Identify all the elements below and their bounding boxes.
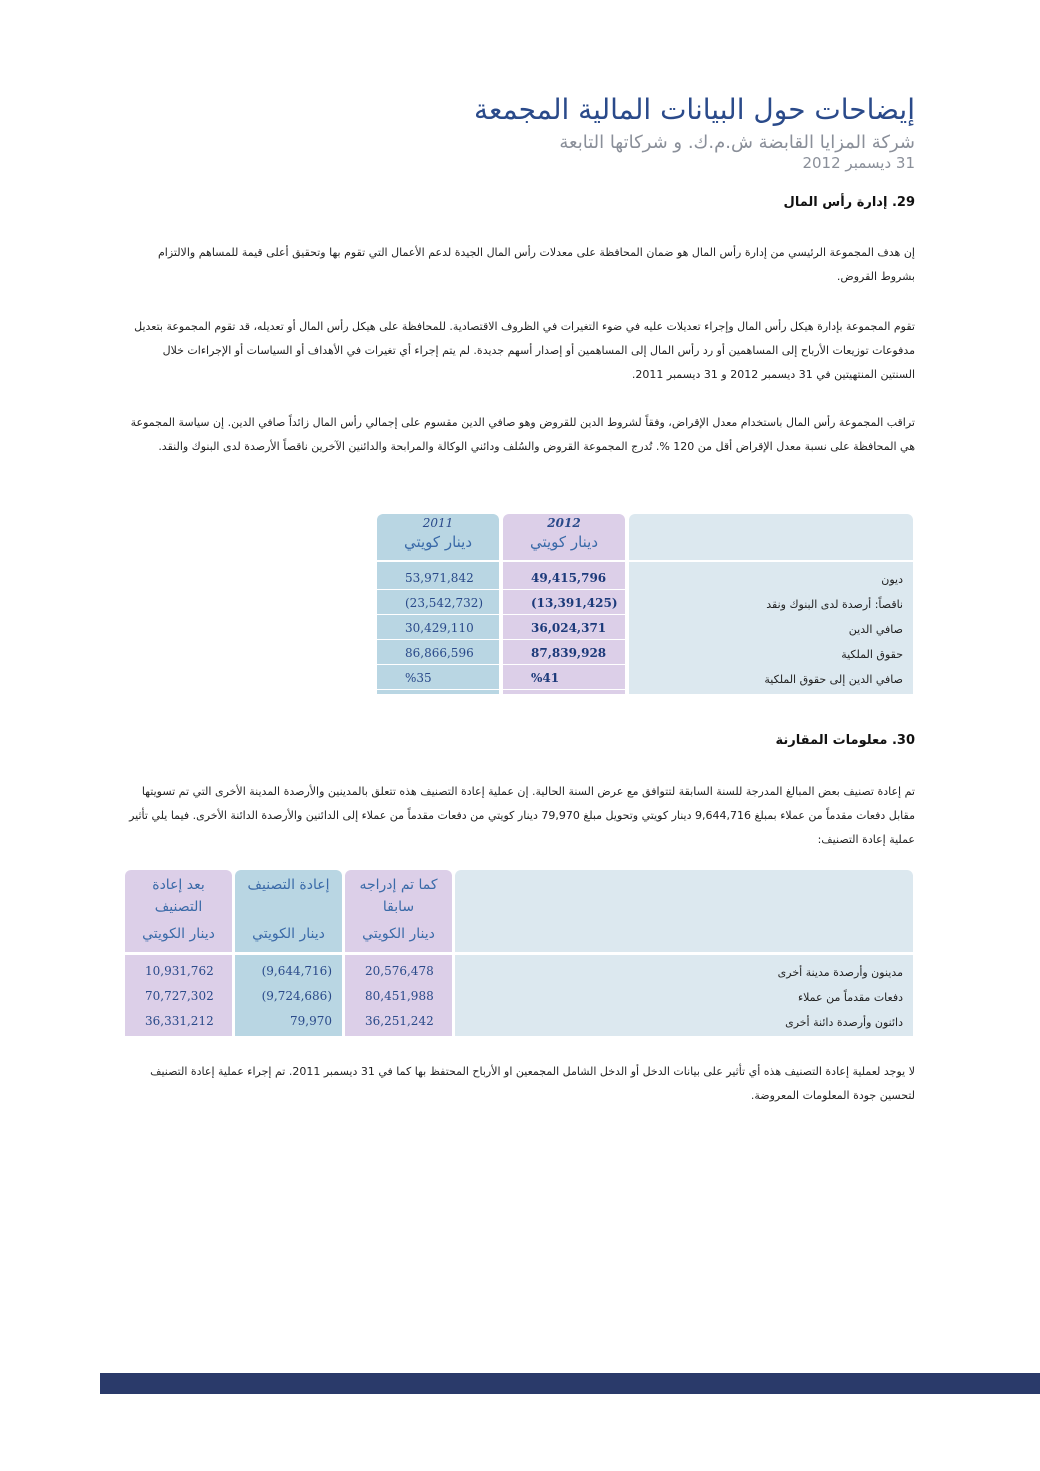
column-header-2012: 2012 xyxy=(547,516,581,530)
table-cell: 87,839,928 xyxy=(503,641,625,665)
row-labels-column xyxy=(455,870,913,1036)
row-label: ديون xyxy=(881,573,903,586)
header-divider xyxy=(503,560,625,562)
row-label: دائنون وأرصدة دائنة أخرى xyxy=(785,1016,903,1029)
table-cell: 80,451,988 xyxy=(365,989,434,1003)
footer-bar xyxy=(100,1373,1040,1394)
report-date: 31 ديسمبر 2012 xyxy=(802,154,915,173)
row-label: مدينون وأرصدة مدينة أخرى xyxy=(777,966,903,979)
table-cell: 36,024,371 xyxy=(503,616,625,640)
gearing-ratio-table xyxy=(377,514,913,694)
table-cell: (9,644,716) xyxy=(261,964,332,978)
page-header xyxy=(115,92,915,174)
page-title: إيضاحات حول البيانات المالية المجمعة xyxy=(473,93,915,126)
table-cell: %35 xyxy=(377,666,499,690)
table-cell: (23,542,732) xyxy=(377,591,499,615)
header-divider xyxy=(377,560,499,562)
column-unit: دينار الكويتي xyxy=(252,926,325,942)
section-29-paragraph-2: تقوم المجموعة بإدارة هيكل رأس المال وإجراء تعديلات عليه في ضوء التغيرات في الظروف الاقتصادية. للمحافظة على هيكل رأس المال أو تعديله، قد تقوم المجموعة بتعديل مدفوعات توزيعات الأرباح إلى المساهمين أو رد رأس المال إلى المساهمين أو إصدار أسهم جديدة. لم يتم إجراء أي تغيرات في الأهداف أو السياسات أو الإجراءات خلال السنتين المنتهيتين في 31 ديسمبر 2012 و 31 ديسمبر 2011. xyxy=(134,320,915,381)
column-2012 xyxy=(503,514,625,694)
row-label: صافي الدين xyxy=(848,623,903,636)
table-cell: (13,391,425) xyxy=(503,591,625,615)
table-cell: 70,727,302 xyxy=(145,989,214,1003)
reclassification-table xyxy=(125,870,913,1036)
row-label: صافي الدين إلى حقوق الملكية xyxy=(764,673,903,686)
table-cell: 36,251,242 xyxy=(365,1014,434,1028)
table-cell: 30,429,110 xyxy=(377,616,499,640)
table-cell: (9,724,686) xyxy=(261,989,332,1003)
row-label: حقوق الملكية xyxy=(841,648,903,661)
column-after-reclassification xyxy=(125,870,232,1036)
column-unit: دينار الكويتي xyxy=(142,926,215,942)
column-2011 xyxy=(377,514,499,694)
column-header-after: بعد إعادة التصنيف xyxy=(152,877,205,915)
column-as-previously-reported xyxy=(345,870,452,1036)
column-unit-2011: دينار كويتي xyxy=(403,533,473,551)
section-30-paragraph-2: لا يوجد لعملية إعادة التصنيف هذه أي تأثير على بيانات الدخل أو الدخل الشامل المجمعين او الأرباح المحتفظ بها كما في 31 ديسمبر 2011. تم إجراء عملية إعادة التصنيف لتحسين جودة المعلومات المعروضة. xyxy=(150,1065,915,1102)
table-cell: 79,970 xyxy=(290,1014,332,1028)
row-label: دفعات مقدماً من عملاء xyxy=(797,991,903,1004)
table-cell: 10,931,762 xyxy=(145,964,214,978)
header-divider xyxy=(125,952,232,955)
table-cell: 86,866,596 xyxy=(377,641,499,665)
company-name: شركة المزايا القابضة ش.م.ك. و شركاتها التابعة xyxy=(559,132,915,153)
header-divider xyxy=(235,952,342,955)
table-cell: 20,576,478 xyxy=(365,964,434,978)
section-29-paragraph-3: تراقب المجموعة رأس المال باستخدام معدل الإقراض، وفقاً لشروط الدين للقروض وهو صافي الدين مقسوم على إجمالي رأس المال زائداً صافي الدين. إن سياسة المجموعة هي المحافظة على نسبة معدل الإقراض أقل من 120 %. تُدرج المجموعة القروض والسُلف ودائني الوكالة والمرابحة والدائنين الآخرين ناقصاً الأرصدة لدى البنوك والنقد. xyxy=(130,416,915,453)
row-labels-column xyxy=(629,514,913,694)
column-reclassification xyxy=(235,870,342,1036)
section-30-paragraph-1: تم إعادة تصنيف بعض المبالغ المدرجة للسنة السابقة لتتوافق مع عرض السنة الحالية. إن عملية إعادة التصنيف هذه تتعلق بالمدينين والأرصدة المدينة الأخرى التي تم تسويتها مقابل دفعات مقدماً من عملاء بمبلغ 9,644,716 دينار كويتي وتحويل مبلغ 79,970 دينار كويتي من دفعات مقدماً من عملاء إلى الدائنين والأرصدة الدائنة الأخرى. فيما يلي تأثير عملية إعادة التصنيف: xyxy=(129,785,915,846)
header-divider xyxy=(629,560,913,562)
section-30-heading: 30. معلومات المقارنة xyxy=(775,733,915,748)
row-label: ناقصاً: أرصدة لدى البنوك ونقد xyxy=(766,598,903,611)
table-cell: 53,971,842 xyxy=(377,566,499,590)
header-divider xyxy=(345,952,452,955)
section-29-paragraph-1: إن هدف المجموعة الرئيسي من إدارة رأس المال هو ضمان المحافظة على معدلات رأس المال الجيدة لدعم الأعمال التي تقوم بها وتحقيق أعلى قيمة للمساهم والالتزام بشروط القروض. xyxy=(157,246,915,283)
header-divider xyxy=(455,952,913,955)
column-header-previous: كما تم إدراجه سابقا xyxy=(359,877,438,915)
column-unit: دينار الكويتي xyxy=(362,926,435,942)
section-29-heading: 29. إدارة رأس المال xyxy=(783,195,915,210)
column-unit-2012: دينار كويتي xyxy=(529,533,599,551)
table-cell: 49,415,796 xyxy=(503,566,625,590)
table-cell: %41 xyxy=(503,666,625,690)
table-cell: 36,331,212 xyxy=(145,1014,214,1028)
column-header-2011: 2011 xyxy=(422,516,454,530)
column-header-reclass: إعادة التصنيف xyxy=(247,877,330,893)
